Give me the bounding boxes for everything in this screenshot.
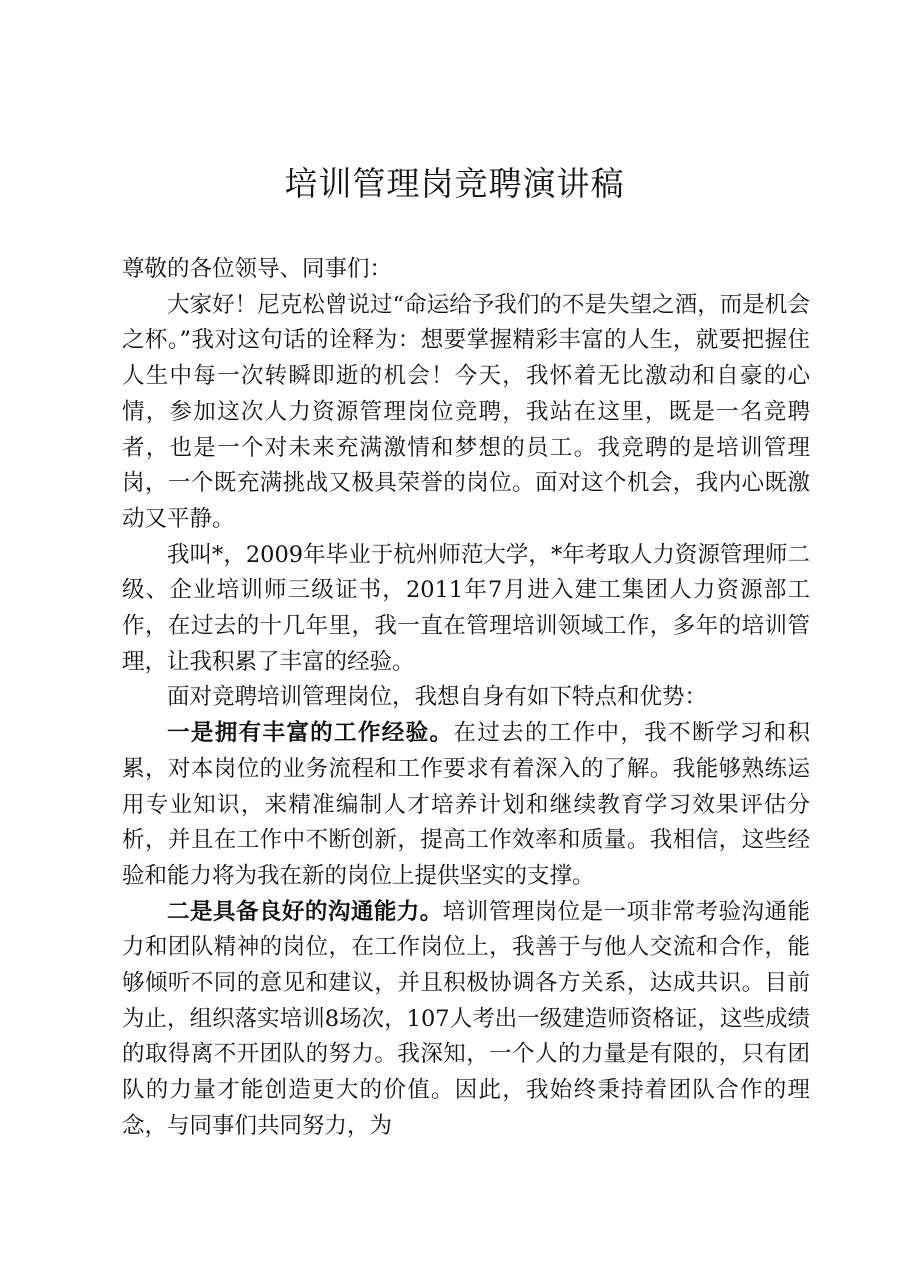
paragraph-self-introduction	[122, 538, 810, 681]
paragraph-advantages-intro	[122, 680, 810, 716]
paragraph-lead-heading: 一是拥有丰富的工作经验。	[167, 720, 454, 747]
paragraph-text: 面对竞聘培训管理岗位，我想自身有如下特点和优势：	[167, 684, 708, 711]
document-title: 培训管理岗竞聘演讲稿	[284, 164, 625, 203]
paragraph-advantage-communication	[122, 895, 810, 1145]
paragraph-advantage-experience	[122, 716, 810, 895]
paragraph-greeting	[122, 288, 810, 538]
paragraph-text: 大家好！尼克松曾说过“命运给予我们的不是失望之酒，而是机会之杯。”我对这句话的诠释为：想要掌握精彩丰富的人生，就要把握住人生中每一次转瞬即逝的机会！今天，我怀着无比激动和自豪的心情，参加这次人力资源管理岗位竞聘，我站在这里，既是一名竞聘者，也是一个对未来充满激情和梦想的员工。我竞聘的是培训管理岗，一个既充满挑战又极具荣誉的岗位。面对这个机会，我内心既激动又平静。	[122, 291, 810, 532]
document-body	[122, 252, 810, 1145]
salutation: 尊敬的各位领导、同事们：	[122, 256, 393, 282]
paragraph-text: 我叫*，2009年毕业于杭州师范大学，*年考取人力资源管理师二级、企业培训师三级证书，2011年7月进入建工集团人力资源部工作，在过去的十几年里，我一直在管理培训领域工作，多年的培训管理，让我积累了丰富的经验。	[122, 541, 810, 675]
paragraph-text: 在过去的工作中，我不断学习和积累，对本岗位的业务流程和工作要求有着深入的了解。我能够熟练运用专业知识，来精准编制人才培养计划和继续教育学习效果评估分析，并且在工作中不断创新，提高工作效率和质量。我相信，这些经验和能力将为我在新的岗位上提供坚实的支撑。	[122, 720, 810, 889]
paragraph-lead-heading: 二是具备良好的沟通能力。	[167, 898, 443, 925]
paragraph-text: 培训管理岗位是一项非常考验沟通能力和团队精神的岗位，在工作岗位上，我善于与他人交流和合作，能够倾听不同的意见和建议，并且积极协调各方关系，达成共识。目前为止，组织落实培训8场次，107人考出一级建造师资格证，这些成绩的取得离不开团队的努力。我深知，一个人的力量是有限的，只有团队的力量才能创造更大的价值。因此，我始终秉持着团队合作的理念，与同事们共同努力，为	[122, 898, 810, 1139]
